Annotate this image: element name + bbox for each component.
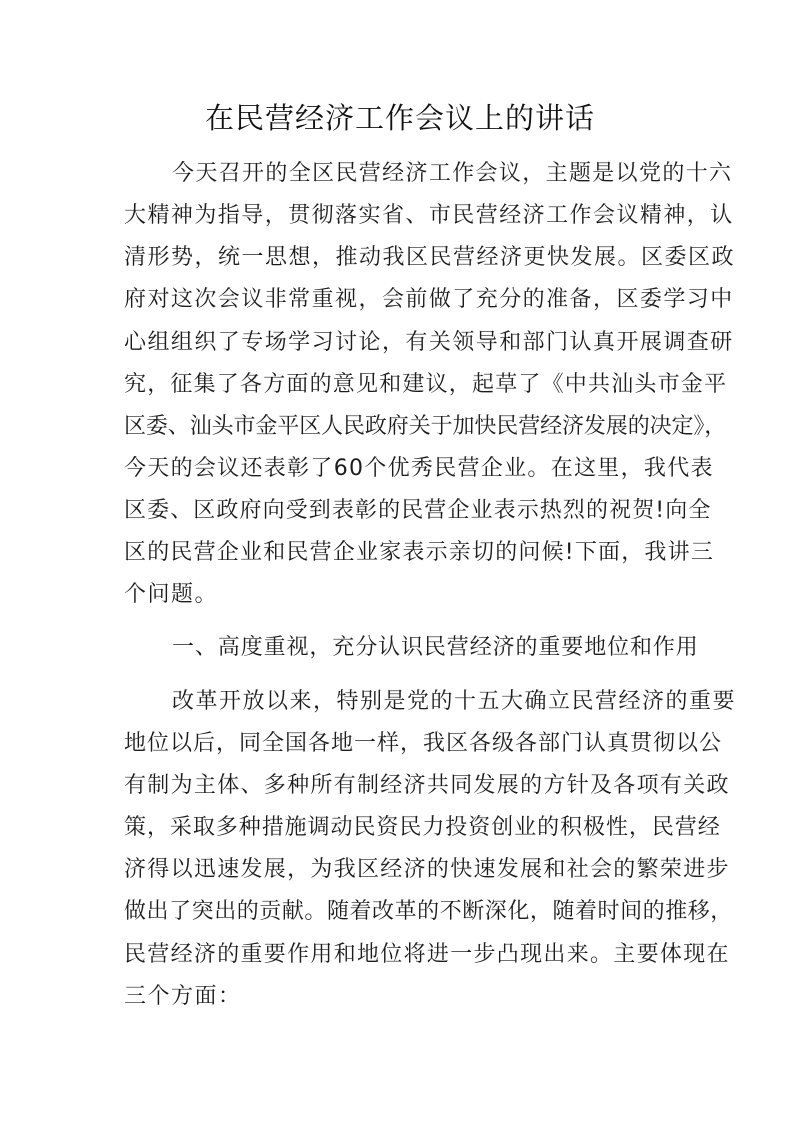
section-line: 民营经济的重要作用和地位将进一步凸现出来。主要体现在 <box>124 942 730 967</box>
section-line: 有制为主体、多种所有制经济共同发展的方针及各项有关政 <box>124 773 730 798</box>
intro-line: 究，征集了各方面的意见和建议，起草了《中共汕头市金平 <box>124 372 728 397</box>
intro-line: 个问题。 <box>124 582 219 607</box>
intro-line: 区委、区政府向受到表彰的民营企业表示热烈的祝贺!向全 <box>124 498 712 523</box>
intro-line: 清形势，统一思想，推动我区民营经济更快发展。区委区政 <box>124 245 736 270</box>
intro-line: 区委、汕头市金平区人民政府关于加快民营经济发展的决定》， <box>124 414 727 439</box>
section-line: 地位以后，同全国各地一样，我区各级各部门认真贯彻以公 <box>124 731 723 756</box>
section-line: 三个方面： <box>124 984 242 1009</box>
section-line: 改革开放以来，特别是党的十五大确立民营经济的重要 <box>172 689 737 714</box>
section-heading: 一、高度重视，充分认识民营经济的重要地位和作用 <box>172 635 699 660</box>
document-title: 在民营经济工作会议上的讲话 <box>204 101 595 135</box>
intro-line: 心组组织了专场学习讨论，有关领导和部门认真开展调查研 <box>124 330 734 355</box>
section-line: 策，采取多种措施调动民资民力投资创业的积极性，民营经 <box>124 815 721 840</box>
section-line: 济得以迅速发展，为我区经济的快速发展和社会的繁荣进步 <box>124 857 730 882</box>
intro-line: 今天召开的全区民营经济工作会议，主题是以党的十六 <box>172 161 733 186</box>
intro-line: 大精神为指导，贯彻落实省、市民营经济工作会议精神，认 <box>124 203 734 228</box>
intro-line: 府对这次会议非常重视，会前做了充分的准备，区委学习中 <box>124 287 734 312</box>
intro-line: 今天的会议还表彰了60个优秀民营企业。在这里，我代表 <box>124 456 714 481</box>
section-line: 做出了突出的贡献。随着改革的不断深化，随着时间的推移， <box>124 899 733 924</box>
intro-line: 区的民营企业和民营企业家表示亲切的问候!下面，我讲三 <box>124 540 715 565</box>
